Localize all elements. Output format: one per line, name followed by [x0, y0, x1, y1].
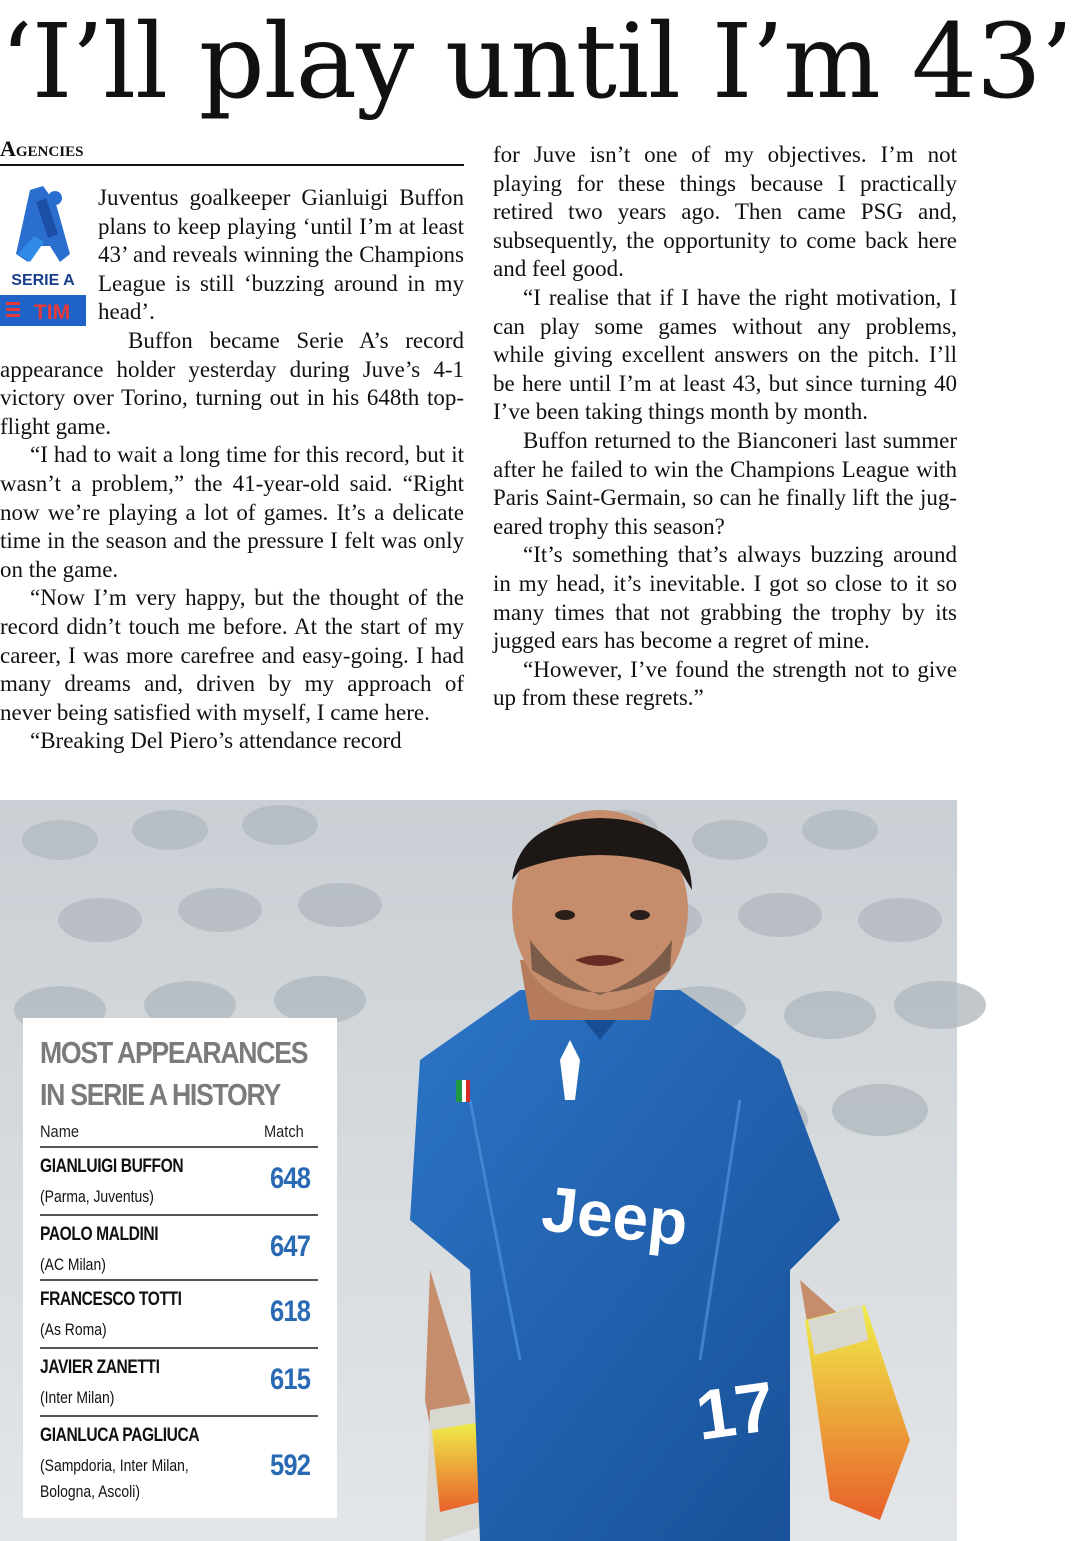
- headline: ‘I’ll play until I’m 43’: [0, 2, 1072, 122]
- player-clubs: (Sampdoria, Inter Milan,: [40, 1456, 189, 1475]
- table-row: [40, 1216, 318, 1281]
- player-clubs: (AC Milan): [40, 1255, 106, 1274]
- player-clubs-continued: Bologna, Ascoli): [40, 1482, 140, 1501]
- match-count: 618: [269, 1295, 310, 1328]
- column-header-match: Match: [264, 1122, 304, 1141]
- player-name: PAOLO MALDINI: [40, 1224, 159, 1245]
- match-count: 647: [269, 1230, 310, 1263]
- byline: Agencies: [0, 136, 464, 166]
- serie-a-tim-logo: [0, 184, 86, 326]
- table-title: [40, 1032, 308, 1116]
- match-count: 615: [269, 1363, 310, 1396]
- jersey-sponsor-text: Jeep: [538, 1172, 692, 1260]
- match-count: 592: [269, 1449, 310, 1482]
- paragraph: for Juve isn’t one of my objectives. I’m not playing for these things because I practically retired two years ago. Then came PSG and, subsequently, the opportunity to come back here and feel good.: [493, 142, 957, 282]
- player-clubs: (Parma, Juventus): [40, 1187, 154, 1206]
- player-clubs: (As Roma): [40, 1320, 107, 1339]
- player-name: JAVIER ZANETTI: [40, 1357, 160, 1378]
- column-header-name: Name: [40, 1122, 80, 1141]
- paragraph: “Breaking Del Piero’s attendance record: [30, 728, 402, 754]
- table-row: [40, 1417, 318, 1513]
- article-column-1: [0, 184, 464, 756]
- logo-text-tim: TIM: [33, 301, 71, 324]
- paragraph: “It’s something that’s always buzzing around in my head, it’s inevitable. I got so close to it so many times that not grabbing the trophy by its jugged ears has become a regret of mine.: [493, 542, 957, 654]
- table-row: [40, 1281, 318, 1349]
- paragraph: “I realise that if I have the right motivation, I can play some games without any problems, while giving excellent answers on the pitch. I’ll be here until I’m at least 43, but since turning 40 I’ve been taking things month by month.: [493, 284, 957, 425]
- paragraph: “However, I’ve found the strength not to give up from these regrets.”: [493, 656, 957, 711]
- table-title-line-2: IN SERIE A HISTORY: [40, 1077, 280, 1112]
- player-name: GIANLUCA PAGLIUCA: [40, 1425, 200, 1446]
- paragraph: “I had to wait a long time for this record, but it wasn’t a problem,” the 41-year-old said. “Right now we’re playing a lot of games. It’s a delicate time in the season and the pressure I felt was only on the game.: [0, 442, 464, 582]
- paragraph: Juventus goalkeeper Gianluigi Buffon plans to keep playing ‘until I’m at least 43’ and reveals winning the Champions League is still ‘buzzing around in my head’.: [98, 185, 464, 325]
- player-name: FRANCESCO TOTTI: [40, 1289, 182, 1310]
- appearances-table: [23, 1018, 337, 1518]
- paragraph: Buffon returned to the Bianconeri last summer after he failed to win the Champions League with Paris Saint-Germain, so can he finally lift the jug-eared trophy this season?: [493, 427, 957, 539]
- table-row: [40, 1148, 318, 1216]
- logo-text-serie-a: SERIE A: [11, 272, 75, 289]
- table-title-line-1: MOST APPEARANCES: [40, 1035, 308, 1070]
- table-header: [40, 1120, 318, 1148]
- paragraph: Buffon became Serie A’s record appearance holder yesterday during Juve’s 4-1 victory over Torino, turning out in his 648th top-flight game.: [0, 327, 464, 439]
- shirt-number-text: 17: [691, 1366, 780, 1455]
- match-count: 648: [269, 1162, 310, 1195]
- table-row: [40, 1349, 318, 1417]
- player-name: GIANLUIGI BUFFON: [40, 1156, 184, 1177]
- player-clubs: (Inter Milan): [40, 1388, 115, 1407]
- paragraph: “Now I’m very happy, but the thought of the record didn’t touch me before. At the start of my career, I was more carefree and easy-going. I had many dreams and, driven by my approach of never being satisfied with myself, I came here.: [0, 585, 464, 725]
- article-column-2: [493, 141, 957, 713]
